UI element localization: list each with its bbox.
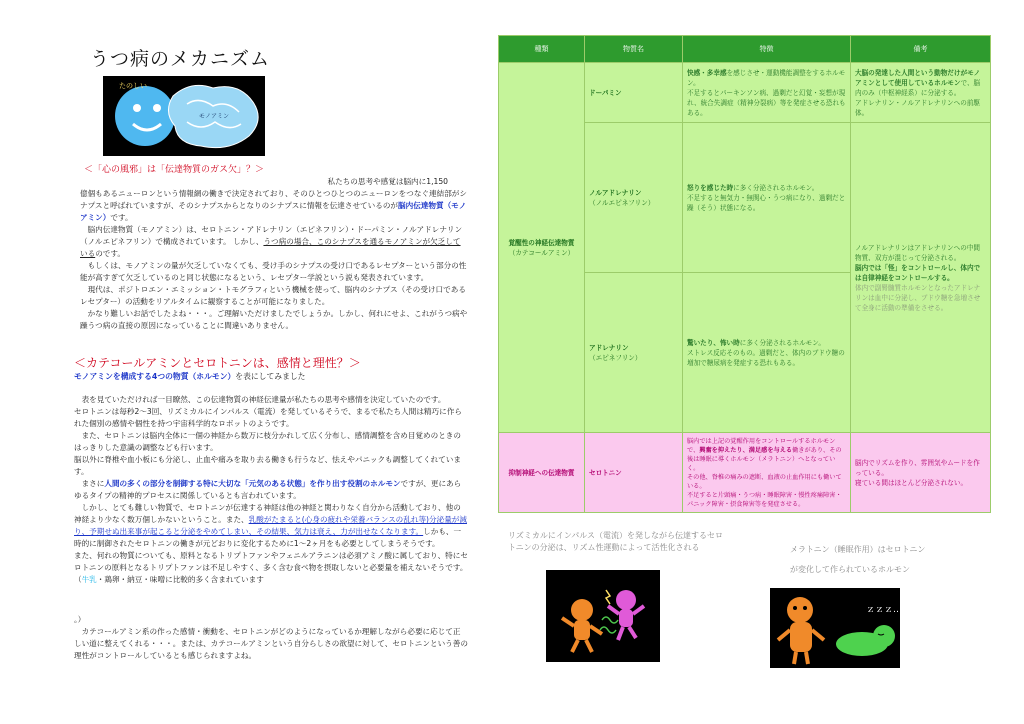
group-inhibitory: 抑制神経への伝達物質 xyxy=(499,433,585,513)
adrenaline-feature: 驚いたり、怖い時に多く分泌されるホルモン。 ストレス反応そのもの。過剰だと、体内のブドウ糖の増加で糖尿病を発症する恐れもある。 xyxy=(683,273,851,433)
section1-heading: ＜「心の風邪」は「伝達物質のガス欠」？＞ xyxy=(84,165,265,175)
header-substance: 物質名 xyxy=(585,36,683,63)
closing-bracket: 。） xyxy=(74,615,86,624)
table-row-dopamine xyxy=(499,63,991,123)
noradrenaline-name: ノルアドレナリン （ノルエピネフリン） xyxy=(585,123,683,273)
section2-paragraph-5: まさに人間の多くの部分を制御する特に大切な「元気のある状態」を作り出す役割のホルモンですが、更にあらゆるタイプの精神的プロセスに関係しているとも言われています。 xyxy=(74,479,462,500)
head-left-label: たのしい xyxy=(119,82,147,90)
dopamine-name: ドーパミン xyxy=(585,63,683,123)
milk-highlight: 牛乳 xyxy=(81,575,97,584)
sleeping-figures-illustration xyxy=(770,588,900,668)
noradrenaline-feature: 怒りを感じた時に多く分泌されるホルモン。 不足すると無気力・無関心・うつ病になり、過剰だと躁（そう）状態になる。 xyxy=(683,123,851,273)
brain-illustration xyxy=(103,76,265,156)
serotonin-note: 脳内でリズムを作り、雰囲気やムードを作っている。 寝ている間はほとんど分泌されない。 xyxy=(851,433,991,513)
section1-paragraph-1: 億個もあるニューロンという情報網の働きで決定されており、そのひとつひとつのニューロンをつなぐ連結部がシナプスと呼ばれていますが、そのシナプスからとなりのシナプスに情報を伝達させているのが脳内伝達物質（モノアミン）です。 xyxy=(80,189,467,222)
section1-paragraph-3: もしくは、モノアミンの量が欠乏していなくても、受け手のシナプスの受け口であるレセプターという部分の性能が高すぎて欠乏しているのと同じ状態になるという、レセプター学説という説も発表されています。 xyxy=(80,261,467,282)
section2-paragraph-7: また、何れの物質についても、原料となるトリプトファンやフェニルアラニンは必須アミノ酸に属しており、特にセロトニンの原料となるトリプトファンは不足しやすく、多く含む食べ物を摂取しないと必要量を補えないそうです。（牛乳・鶏卵・納豆・味噌に比較的多く含まれています xyxy=(74,551,468,584)
header-note: 備考 xyxy=(851,36,991,63)
section2-paragraph-4: 脳以外に脊椎や血小板にも分泌し、止血や痛みを取り去る働きも行うなど、怯えやパニックも調整してくれています。 xyxy=(74,455,461,476)
sleeping-drawing xyxy=(770,588,900,668)
dopamine-note: 大脳の発達した人間という動物だけがモノアミンとして使用しているホルモンで、脳内のみ（中枢神経系）に分泌する。 アドレナリン・ノルアドレナリンへの前駆体。 xyxy=(851,63,991,123)
adrenaline-name: アドレナリン （エピネフリン） xyxy=(585,273,683,433)
section1-paragraph-5: かなり難しいお話でしたよね・・・。ご理解いただけましたでしょうか。しかし、何れにせよ、これがうつ病や躁うつ病の直接の原因になっていることに間違いありません。 xyxy=(80,309,468,330)
depression-underline: うつ病の場合、このシナプスを通るモノアミンが欠乏している xyxy=(80,237,461,258)
section2-paragraph-3: また、セロトニンは脳内全体に一個の神経から数万に枝分かれして広く分布し、感情調整を含め目覚めのときのはっきりした意識の調整なども行います。 xyxy=(74,431,461,452)
dancing-drawing xyxy=(546,570,660,662)
section2-paragraph-1: 表を見ていただければ一目瞭然、この伝達物質の神経伝達量が私たちの思考や感情を決定していたのです。 xyxy=(74,395,446,404)
section1-paragraph-4: 現代は、ポジトロエン・エミッション・トモグラフィという機械を使って、脳内のシナプス（その受け口であるレセプター）の活動をリアルタイムに観察することが可能になりました。 xyxy=(80,285,466,306)
lactic-acid-underline: 乳酸がたまると(心身の疲れや栄養バランスの乱れ等)分泌量が減り、予期せぬ出来事が起こると分泌をやめてしまい、その結果、気力は衰え、力が出せなくなります。 xyxy=(74,515,467,536)
head-right-label: モノアミン xyxy=(199,113,229,120)
sleep-zzz-label: ｚｚｚ… xyxy=(866,605,900,615)
brain-drawing xyxy=(103,76,265,156)
melatonin-caption-1: メラトニン（睡眠作用）はセロトニン xyxy=(790,545,926,554)
table-row-serotonin xyxy=(499,433,991,513)
melatonin-caption-2: が変化して作られているホルモン xyxy=(790,565,910,574)
serotonin-name: セロトニン xyxy=(585,433,683,513)
dancing-figures-illustration xyxy=(546,570,660,662)
serotonin-feature: 脳内では上記の覚醒作用をコントロールするホルモンで、興奮を抑えたり、満足感を与える働きがあり、その後は睡眠に導くホルモン（メラトニン）へとなっていく。 その他、脊椎の痛みの遮断、血液の止血作用にも働いている。 不足すると片頭痛・うつ病・睡眠障害・慢性疼痛障害・パニック障害・摂食障害等を発症させる。 xyxy=(683,433,851,513)
group-catecholamine: 覚醒性の神経伝達物質 （カテコールアミン） xyxy=(499,63,585,433)
section1-paragraph-2: 脳内伝達物質（モノアミン）は、セロトニン・アドレナリン（エピネフリン）・ドーパミン・ノルアドレナリン（ノルエピネフリン）で構成されています。 しかし、うつ病の場合、このシナプスを通るモノアミンが欠乏しているのです。 xyxy=(80,225,463,258)
rhythm-caption: リズミカルにインパルス（電流）を発しながら伝達するセロトニンの分泌は、リズム性運動によって活性化される xyxy=(508,531,724,552)
table-header-row xyxy=(499,36,991,63)
section2-body xyxy=(74,394,468,586)
serotonin-highlight: 人間の多くの部分を制御する特に大切な「元気のある状態」を作り出す役割のホルモン xyxy=(104,479,401,488)
section2-paragraph-6: しかし、とても難しい物質で、セロトニンが伝達する神経は他の神経と関わりなく自分から活動しており、他の神経より少なく数万個しかないということ。また、乳酸がたまると(心身の疲れや栄養バランスの乱れ等)分泌量が減り、予期せぬ出来事が起こると分泌をやめてしまい、その結果、気力は衰え、力が出せなくなります。しかも、一時的に制御されたセロトニンの働きが元どおりに変化するために1～2ヶ月をも必要としてしまうそうです。 xyxy=(74,503,467,548)
section1-first-line: 私たちの思考や感覚は脳内に1,150 xyxy=(327,177,448,186)
header-feature: 特徴 xyxy=(683,36,851,63)
page-title: うつ病のメカニズム xyxy=(90,48,271,70)
header-type: 種類 xyxy=(499,36,585,63)
closing-paragraph: カテコールアミン系の作った感情・衝動を、セロトニンがどのようになっているか理解しながら必要に応じて正しい道に整えてくれる・・・。または、カテコールアミンという自分らしさの欲望に対して、セロトニンという善の理性がコントロールしているとも感じられますよね。 xyxy=(74,627,468,660)
noradrenaline-note: ノルアドレナリンはアドレナリンへの中間物質、双方が混じって分泌される。 脳内では「怪」をコントロールし、体内では自律神経をコントロールする。 体内で副腎髄質ホルモンとなったアドレナリンは血中に分泌し、ブドウ糖を急増させて全身に活動の準備をさせる。 xyxy=(851,123,991,433)
monoamine-table xyxy=(498,35,991,513)
section2-closing xyxy=(74,614,468,662)
section2-paragraph-2: セロトニンは毎秒2～3回、リズミカルにインパルス（電流）を発しているそうで、まるで私たち人間は精巧に作られた個別の感情や個性を持つ宇宙科学的なロボットのようです。 xyxy=(74,407,462,428)
dopamine-feature: 快感・多幸感を感じさせ・運動機能調整をするホルモン。 不足するとパーキンソン病、過剰だと幻覚・妄想が現れ、統合失調症（精神分裂病）等を発症させる恐れもある。 xyxy=(683,63,851,123)
section2-subheading: モノアミンを構成する4つの物質（ホルモン）を表にしてみました xyxy=(74,372,306,381)
monoamine-highlight: 脳内伝達物質（モノアミン） xyxy=(80,201,467,222)
section2-heading: ＜カテコールアミンとセロトニンは、感情と理性？＞ xyxy=(74,356,361,370)
section1-body xyxy=(80,176,468,332)
